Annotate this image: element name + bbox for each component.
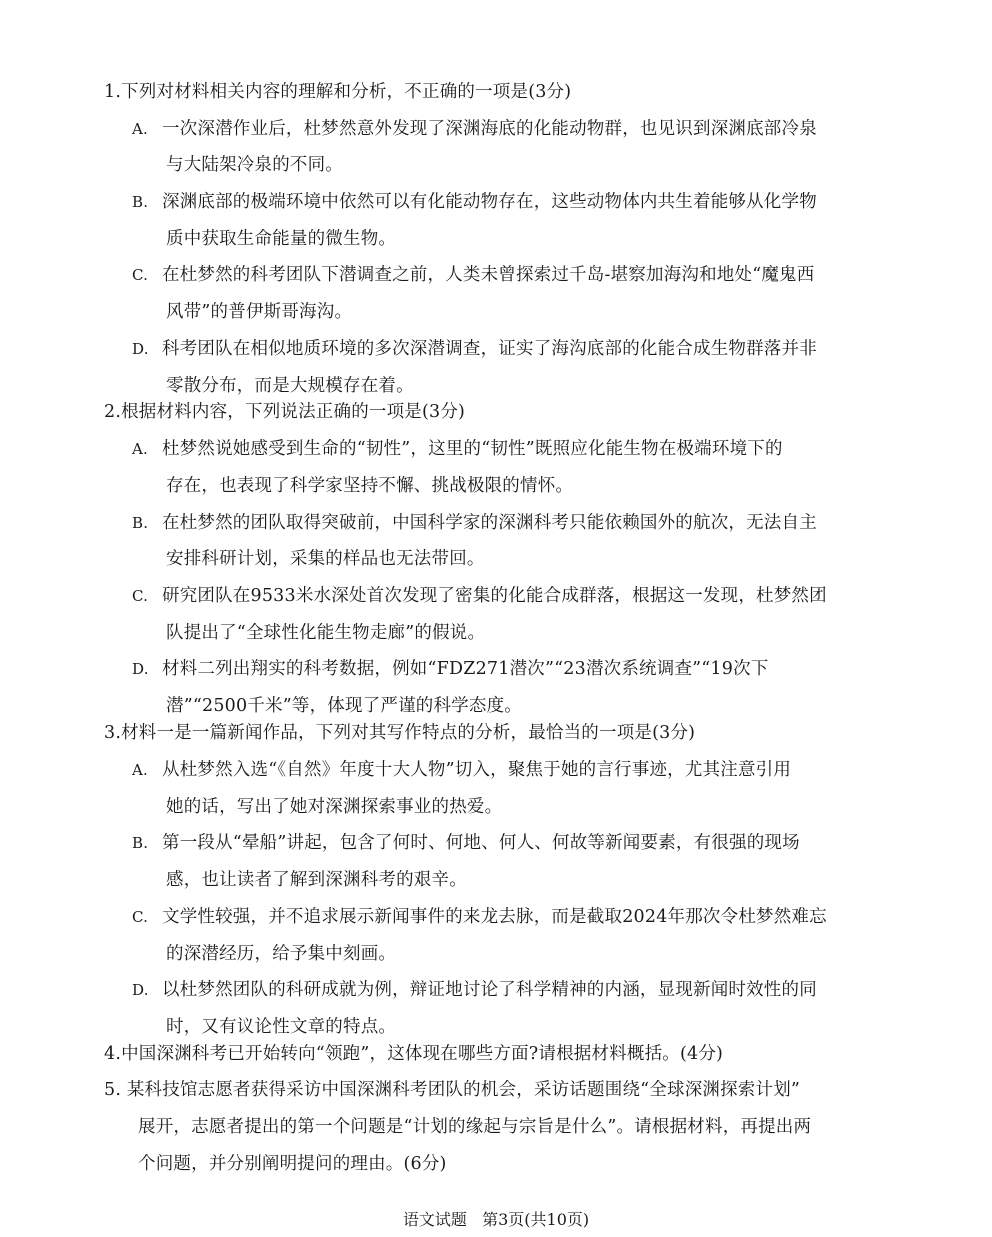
q1-option-d-label: D. — [132, 340, 149, 358]
q1-option-a-label: A. — [132, 120, 149, 138]
q2-option-d-line2: 潜”“2500千米”等，体现了严谨的科学态度。 — [166, 696, 522, 716]
question-3-stem: 3.材料一是一篇新闻作品，下列对其写作特点的分析，最恰当的一项是(3分) — [104, 723, 696, 743]
q2-option-a-line1: 杜梦然说她感受到生命的“韧性”，这里的“韧性”既照应化能生物在极端环境下的 — [162, 439, 783, 459]
q1-option-d-line2: 零散分布，而是大规模存在着。 — [166, 376, 414, 396]
q3-option-a-line2: 她的话，写出了她对深渊探索事业的热爱。 — [166, 797, 503, 817]
q1-option-a-line2: 与大陆架冷泉的不同。 — [166, 155, 343, 175]
q2-option-a-label: A. — [132, 440, 149, 458]
q2-option-c-label: C. — [132, 587, 149, 605]
q1-option-c-line2: 风带”的普伊斯哥海沟。 — [166, 302, 353, 322]
question-1-stem: 1.下列对材料相关内容的理解和分析，不正确的一项是(3分) — [104, 82, 572, 102]
q1-option-a-line1: 一次深潜作业后，杜梦然意外发现了深渊海底的化能动物群，也见识到深渊底部冷泉 — [162, 119, 817, 139]
q2-option-d-line1: 材料二列出翔实的科考数据，例如“FDZ271潜次”“23潜次系统调查”“19次下 — [162, 659, 769, 679]
q3-option-b-line2: 感，也让读者了解到深渊科考的艰辛。 — [166, 870, 467, 890]
q2-option-d-label: D. — [132, 660, 149, 678]
q3-option-c-label: C. — [132, 908, 149, 926]
q1-option-b-line2: 质中获取生命能量的微生物。 — [166, 229, 397, 249]
q1-option-b-label: B. — [132, 193, 149, 211]
q3-option-b-line1: 第一段从“晕船”讲起，包含了何时、何地、何人、何故等新闻要素，有很强的现场 — [162, 833, 800, 853]
q3-option-c-line2: 的深潜经历，给予集中刻画。 — [166, 944, 397, 964]
q3-option-a-label: A. — [132, 761, 149, 779]
q2-option-c-line2: 队提出了“全球性化能生物走廊”的假说。 — [166, 623, 486, 643]
q1-option-c-label: C. — [132, 266, 149, 284]
q2-option-b-line2: 安排科研计划，采集的样品也无法带回。 — [166, 549, 485, 569]
question-5-line3: 个问题，并分别阐明提问的理由。(6分) — [138, 1154, 447, 1174]
q2-option-c-line1: 研究团队在9533米水深处首次发现了密集的化能合成群落，根据这一发现，杜梦然团 — [162, 586, 827, 606]
q1-option-d-line1: 科考团队在相似地质环境的多次深潜调查，证实了海沟底部的化能合成生物群落并非 — [162, 339, 817, 359]
q1-option-c-line1: 在杜梦然的科考团队下潜调查之前，人类未曾探索过千岛-堪察加海沟和地处“魔鬼西 — [162, 265, 815, 285]
question-2-stem: 2.根据材料内容，下列说法正确的一项是(3分) — [104, 402, 466, 422]
q2-option-b-label: B. — [132, 514, 149, 532]
q2-option-a-line2: 存在，也表现了科学家坚持不懈、挑战极限的情怀。 — [166, 476, 574, 496]
q3-option-d-line2: 时，又有议论性文章的特点。 — [166, 1017, 397, 1037]
question-5-line2: 展开，志愿者提出的第一个问题是“计划的缘起与宗旨是什么”。请根据材料，再提出两 — [138, 1117, 812, 1137]
q3-option-d-line1: 以杜梦然团队的科研成就为例，辩证地讨论了科学精神的内涵，显现新闻时效性的同 — [162, 980, 817, 1000]
q3-option-d-label: D. — [132, 981, 149, 999]
q3-option-c-line1: 文学性较强，并不追求展示新闻事件的来龙去脉，而是截取2024年那次令杜梦然难忘 — [162, 907, 827, 927]
q3-option-b-label: B. — [132, 834, 149, 852]
q2-option-b-line1: 在杜梦然的团队取得突破前，中国科学家的深渊科考只能依赖国外的航次，无法自主 — [162, 513, 817, 533]
question-4-stem: 4.中国深渊科考已开始转向“领跑”，这体现在哪些方面?请根据材料概括。(4分) — [104, 1044, 724, 1064]
page-footer: 语文试题 第3页(共10页) — [402, 1210, 590, 1229]
q3-option-a-line1: 从杜梦然入选“《自然》年度十大人物”切入，聚焦于她的言行事迹，尤其注意引用 — [162, 760, 792, 780]
question-5-line1: 5. 某科技馆志愿者获得采访中国深渊科考团队的机会，采访话题围绕“全球深渊探索计划” — [104, 1080, 801, 1100]
q1-option-b-line1: 深渊底部的极端环境中依然可以有化能动物存在，这些动物体内共生着能够从化学物 — [162, 192, 817, 212]
